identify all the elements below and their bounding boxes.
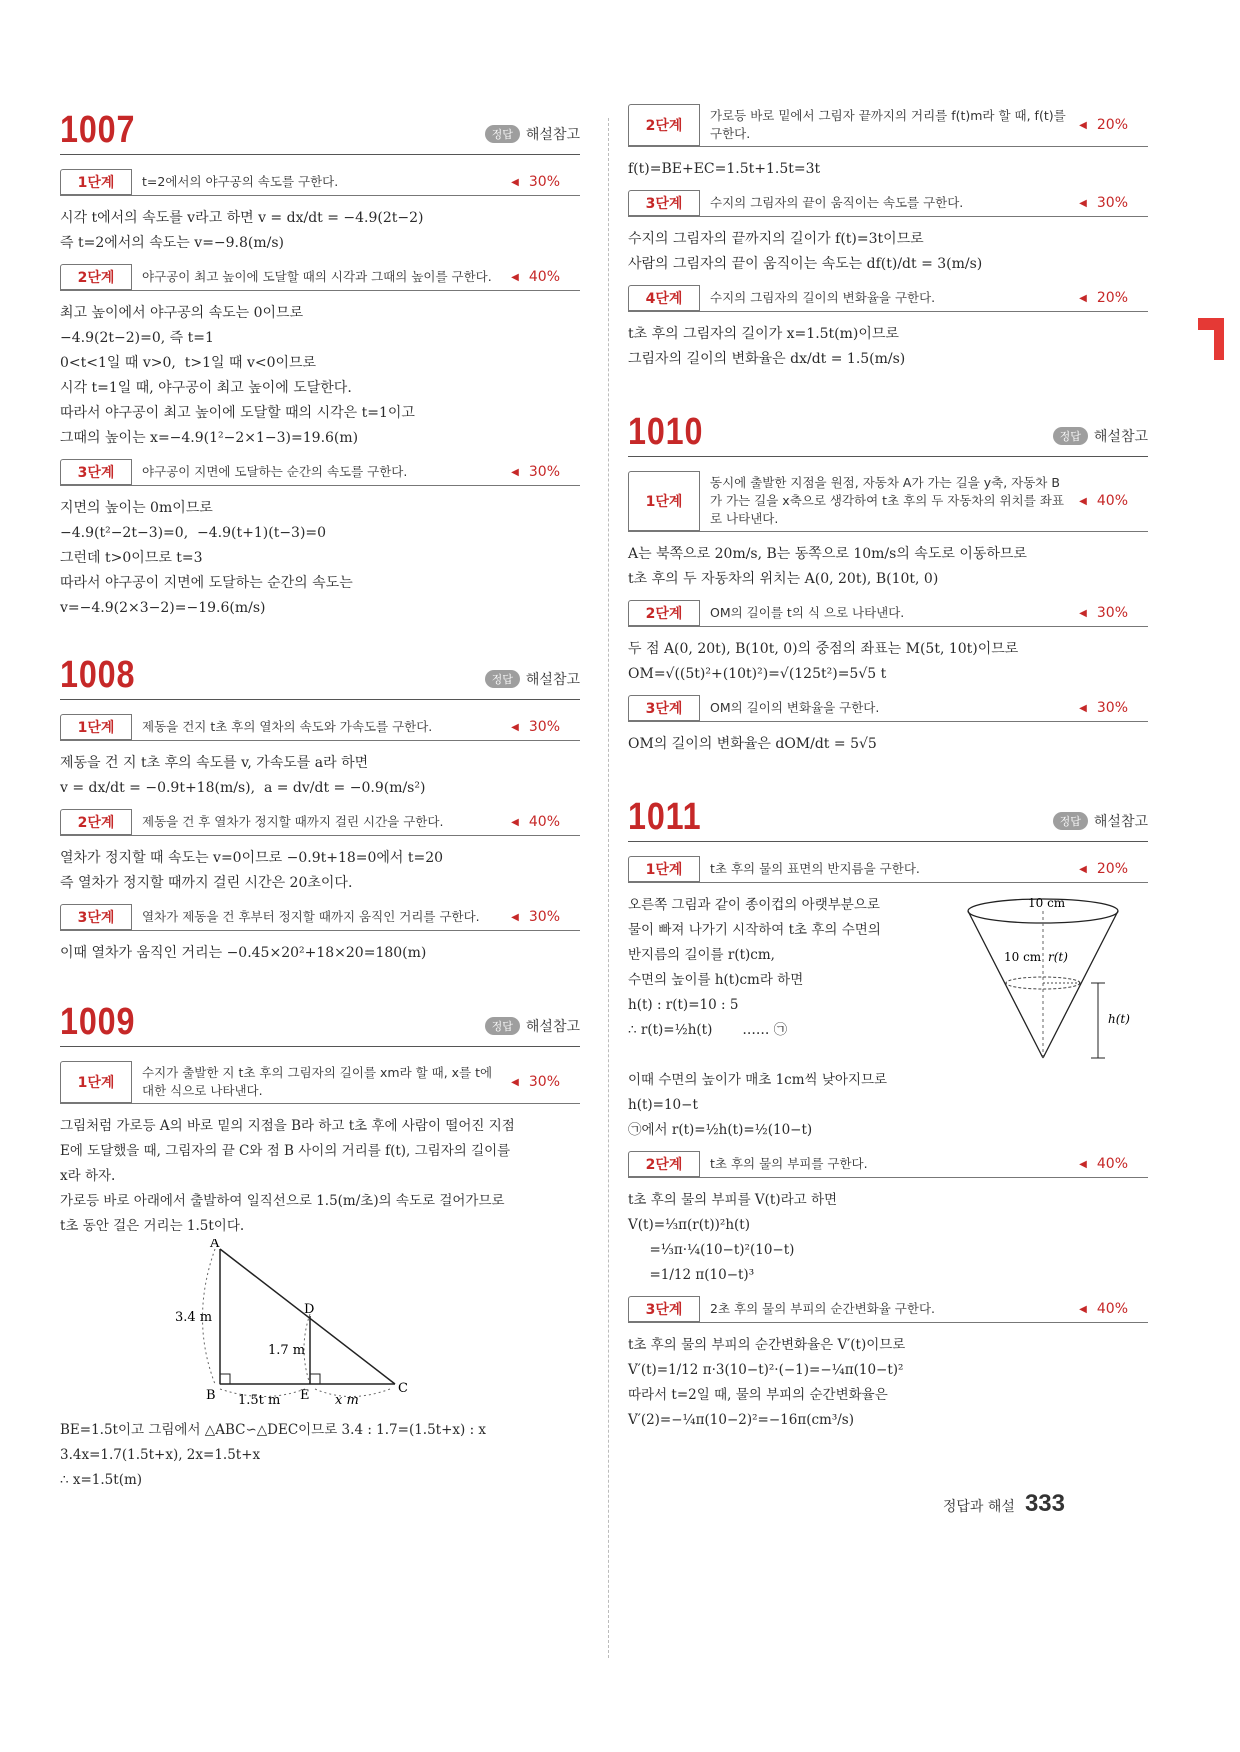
solution-line: 0<t<1일 때 v>0, t>1일 때 v<0이므로 <box>60 355 317 371</box>
solution-line: BE=1.5t이고 그림에서 △ABC∽△DEC이므로 3.4 : 1.7=(1.5t+x) : x <box>60 1422 487 1438</box>
step-percent: ◀ 20% <box>1079 104 1148 146</box>
solution-line: 따라서 야구공이 최고 높이에 도달할 때의 시각은 t=1이고 <box>60 405 415 421</box>
footer-label: 정답과 해설 <box>942 1499 1015 1515</box>
step-label: 2단계 <box>60 809 132 835</box>
answer-label <box>1053 811 1148 831</box>
step-1-body <box>628 893 1148 1068</box>
step-description: 수지의 그림자의 길이의 변화율을 구한다. <box>710 290 936 305</box>
step-2 <box>60 264 580 291</box>
step-label: 1단계 <box>628 471 700 531</box>
solution-line: ∴ r(t)=½h(t) …… ㉠ <box>628 1022 788 1038</box>
answer-text: 해설참고 <box>525 672 580 688</box>
solution-line: 수면의 높이를 h(t)cm라 하면 <box>628 972 804 988</box>
solution-line: 따라서 야구공이 지면에 도달하는 순간의 속도는 <box>60 575 353 591</box>
solution-line: −4.9(t²−2t−3)=0, −4.9(t+1)(t−3)=0 <box>60 525 327 541</box>
point-d-label: D <box>304 1302 315 1317</box>
step-description: OM의 길이를 t의 식 으로 나타낸다. <box>710 605 905 620</box>
problem-number: 1008 <box>60 654 136 696</box>
step-label: 4단계 <box>628 285 700 311</box>
solution-line: V′(t)=1/12 π·3(10−t)²·(−1)=−¼π(10−t)² <box>628 1362 904 1378</box>
solution-line: v=−4.9(2×3−2)=−19.6(m/s) <box>60 600 266 616</box>
problem-header <box>628 412 1148 457</box>
shadow-length-label: x m <box>335 1393 359 1408</box>
step-2 <box>628 600 1148 627</box>
step-description: 가로등 바로 밑에서 그림자 끝까지의 거리를 f(t)m라 할 때, f(t)를 구한다. <box>710 108 1066 141</box>
step-description: 동시에 출발한 지점을 원점, 자동차 A가 가는 길을 y축, 자동차 B가 가는 길을 x축으로 생각하여 t초 후의 두 자동차의 위치를 좌표로 나타낸다. <box>710 475 1064 526</box>
solution-line: 즉 열차가 정지할 때까지 걸린 시간은 20초이다. <box>60 875 353 891</box>
solution-line: 제동을 건 지 t초 후의 속도를 v, 가속도를 a라 하면 <box>60 755 369 771</box>
answer-label <box>485 1016 580 1036</box>
step-1 <box>628 471 1148 532</box>
water-height-label: h(t) <box>1108 1012 1130 1026</box>
solution-line: 그때의 높이는 x=−4.9(1²−2×1−3)=19.6(m) <box>60 430 359 446</box>
lamp-shadow-figure <box>60 1239 580 1414</box>
step-1 <box>60 714 580 741</box>
step-percent: ◀ 40% <box>1079 1296 1148 1322</box>
solution-line: 그런데 t>0이므로 t=3 <box>60 550 203 566</box>
answer-text: 해설참고 <box>1093 814 1148 830</box>
step-label: 2단계 <box>628 104 700 146</box>
step-label: 1단계 <box>60 169 132 195</box>
step-percent: ◀ 40% <box>511 809 580 835</box>
problem-1009-continued <box>628 104 1148 372</box>
problem-header <box>60 655 580 700</box>
left-column <box>60 110 580 1493</box>
step-percent: ◀ 20% <box>1079 285 1148 311</box>
solution-line: 3.4x=1.7(1.5t+x), 2x=1.5t+x <box>60 1447 261 1463</box>
column-divider <box>608 118 609 1658</box>
step-percent: ◀ 20% <box>1079 856 1148 882</box>
solution-line: v = dx/dt = −0.9t+18(m/s), a = dv/dt = −0.9(m/s²) <box>60 780 426 796</box>
point-c-label: C <box>398 1381 408 1396</box>
step-1 <box>628 856 1148 883</box>
step-2 <box>628 104 1148 147</box>
step-1 <box>60 1061 580 1104</box>
step-percent: ◀ 30% <box>511 169 580 195</box>
answer-text: 해설참고 <box>525 1019 580 1035</box>
answer-badge: 정답 <box>485 670 520 688</box>
solution-line: E에 도달했을 때, 그림자의 끝 C와 점 B 사이의 거리를 f(t), 그림자의 길이를 <box>60 1143 511 1159</box>
lamp-height-label: 3.4 m <box>175 1310 213 1325</box>
cone-cup-figure <box>948 893 1148 1068</box>
problem-number: 1009 <box>60 1001 136 1043</box>
step-description: OM의 길이의 변화율을 구한다. <box>710 700 880 715</box>
problem-number: 1007 <box>60 109 136 151</box>
chapter-tab-marker <box>1198 318 1224 360</box>
solution-line: −4.9(2t−2)=0, 즉 t=1 <box>60 330 214 346</box>
answer-text: 해설참고 <box>525 127 580 143</box>
solution-line: 오른쪽 그림과 같이 종이컵의 아랫부분으로 <box>628 897 880 913</box>
solution-line: 따라서 t=2일 때, 물의 부피의 순간변화율은 <box>628 1387 888 1403</box>
solution-line: OM의 길이의 변화율은 dOM/dt = 5√5 <box>628 736 877 752</box>
solution-line: h(t) : r(t)=10 : 5 <box>628 997 739 1013</box>
step-1 <box>60 169 580 196</box>
step-percent: ◀ 30% <box>1079 190 1148 216</box>
solution-line: x라 하자. <box>60 1168 116 1184</box>
answer-label <box>485 669 580 689</box>
problem-number: 1011 <box>628 796 702 838</box>
problem-header <box>60 1002 580 1047</box>
step-3 <box>628 190 1148 217</box>
solution-line: 즉 t=2에서의 속도는 v=−9.8(m/s) <box>60 235 285 251</box>
solution-line: t초 후의 두 자동차의 위치는 A(0, 20t), B(10t, 0) <box>628 571 939 587</box>
step-label: 2단계 <box>628 600 700 626</box>
step-description: 열차가 제동을 건 후부터 정지할 때까지 움직인 거리를 구한다. <box>142 909 480 924</box>
step-description: 야구공이 지면에 도달하는 순간의 속도를 구한다. <box>142 464 408 479</box>
step-percent: ◀ 40% <box>1079 471 1148 531</box>
problem-1011 <box>628 797 1148 1433</box>
step-1-text <box>628 893 948 1068</box>
solution-line: =1/12 π(10−t)³ <box>628 1267 755 1283</box>
step-4 <box>628 285 1148 312</box>
solution-line: t초 동안 걸은 거리는 1.5t이다. <box>60 1218 245 1234</box>
step-label: 1단계 <box>628 856 700 882</box>
solution-line: 시각 t=1일 때, 야구공이 최고 높이에 도달한다. <box>60 380 352 396</box>
answer-label <box>485 124 580 144</box>
answer-badge: 정답 <box>485 1017 520 1035</box>
step-description: 수지의 그림자의 끝이 움직이는 속도를 구한다. <box>710 195 964 210</box>
solution-line: 지면의 높이는 0m이므로 <box>60 500 213 516</box>
step-description: 2초 후의 물의 부피의 순간변화율 구한다. <box>710 1301 935 1316</box>
top-diameter-label: 10 cm <box>1028 896 1066 910</box>
solution-line: V(t)=⅓π(r(t))²h(t) <box>628 1217 750 1233</box>
radius-label: r(t) <box>1048 950 1068 964</box>
right-column <box>628 104 1148 1433</box>
step-label: 3단계 <box>628 190 700 216</box>
solution-line: 수지의 그림자의 끝까지의 길이가 f(t)=3t이므로 <box>628 231 924 247</box>
step-label: 1단계 <box>60 1061 132 1103</box>
step-2 <box>628 1151 1148 1178</box>
solution-line: 반지름의 길이를 r(t)cm, <box>628 947 775 963</box>
step-percent: ◀ 30% <box>511 1061 580 1103</box>
solution-line: 최고 높이에서 야구공의 속도는 0이므로 <box>60 305 304 321</box>
solution-line: t초 후의 물의 부피를 V(t)라고 하면 <box>628 1192 838 1208</box>
step-percent: ◀ 40% <box>1079 1151 1148 1177</box>
person-height-label: 1.7 m <box>268 1343 306 1358</box>
cone-height-label: 10 cm <box>1004 950 1042 964</box>
step-percent: ◀ 30% <box>511 459 580 485</box>
point-b-label: B <box>206 1388 216 1403</box>
solution-line: ㉠에서 r(t)=½h(t)=½(10−t) <box>628 1122 813 1138</box>
solution-line: A는 북쪽으로 20m/s, B는 동쪽으로 10m/s의 속도로 이동하므로 <box>628 546 1027 562</box>
solution-line: 그림자의 길이의 변화율은 dx/dt = 1.5(m/s) <box>628 351 906 367</box>
walk-distance-label: 1.5t m <box>238 1393 281 1408</box>
solution-line: 이때 수면의 높이가 매초 1cm씩 낮아지므로 <box>628 1072 888 1088</box>
step-percent: ◀ 40% <box>511 264 580 290</box>
solution-line: 이때 열차가 움직인 거리는 −0.45×20²+18×20=180(m) <box>60 945 427 961</box>
solution-line: OM=√((5t)²+(10t)²)=√(125t²)=5√5 t <box>628 666 887 682</box>
step-label: 3단계 <box>628 1296 700 1322</box>
point-a-label: A <box>210 1239 220 1251</box>
page-footer <box>943 1490 1065 1518</box>
solution-line: 시각 t에서의 속도를 v라고 하면 v = dx/dt = −4.9(2t−2) <box>60 210 424 226</box>
step-description: t=2에서의 야구공의 속도를 구한다. <box>142 174 339 189</box>
problem-1007 <box>60 110 580 621</box>
solution-line: t초 후의 그림자의 길이가 x=1.5t(m)이므로 <box>628 326 899 342</box>
step-3 <box>628 1296 1148 1323</box>
answer-label <box>1053 426 1148 446</box>
step-description: t초 후의 물의 부피를 구한다. <box>710 1156 868 1171</box>
answer-text: 해설참고 <box>1093 429 1148 445</box>
solution-line: 두 점 A(0, 20t), B(10t, 0)의 중점의 좌표는 M(5t, 10t)이므로 <box>628 641 1019 657</box>
step-label: 3단계 <box>628 695 700 721</box>
solution-line: ∴ x=1.5t(m) <box>60 1472 143 1488</box>
step-description: 수지가 출발한 지 t초 후의 그림자의 길이를 xm라 할 때, x를 t에 대한 식으로 나타낸다. <box>142 1065 493 1098</box>
solution-line: 사람의 그림자의 끝이 움직이는 속도는 df(t)/dt = 3(m/s) <box>628 256 983 272</box>
step-percent: ◀ 30% <box>511 714 580 740</box>
step-percent: ◀ 30% <box>1079 600 1148 626</box>
problem-header <box>60 110 580 155</box>
step-description: t초 후의 물의 표면의 반지름을 구한다. <box>710 861 920 876</box>
step-label: 1단계 <box>60 714 132 740</box>
step-3 <box>60 904 580 931</box>
answer-badge: 정답 <box>1053 812 1088 830</box>
problem-header <box>628 797 1148 842</box>
solution-line: 열차가 정지할 때 속도는 v=0이므로 −0.9t+18=0에서 t=20 <box>60 850 444 866</box>
step-percent: ◀ 30% <box>1079 695 1148 721</box>
step-label: 2단계 <box>628 1151 700 1177</box>
step-label: 2단계 <box>60 264 132 290</box>
step-percent: ◀ 30% <box>511 904 580 930</box>
answer-badge: 정답 <box>1053 427 1088 445</box>
step-label: 3단계 <box>60 459 132 485</box>
step-description: 야구공이 최고 높이에 도달할 때의 시각과 그때의 높이를 구한다. <box>142 269 492 284</box>
solution-line: =⅓π·¼(10−t)²(10−t) <box>628 1242 795 1258</box>
step-3 <box>628 695 1148 722</box>
problem-1008 <box>60 655 580 966</box>
step-2 <box>60 809 580 836</box>
problem-1010 <box>628 412 1148 757</box>
point-e-label: E <box>300 1388 310 1403</box>
problem-number: 1010 <box>628 411 704 453</box>
step-description: 제동을 건지 t초 후의 열차의 속도와 가속도를 구한다. <box>142 719 433 734</box>
problem-1009 <box>60 1002 580 1493</box>
solution-line: t초 후의 물의 부피의 순간변화율은 V′(t)이므로 <box>628 1337 906 1353</box>
solution-line: V′(2)=−¼π(10−2)²=−16π(cm³/s) <box>628 1412 854 1428</box>
solution-line: f(t)=BE+EC=1.5t+1.5t=3t <box>628 161 821 177</box>
step-3 <box>60 459 580 486</box>
page-number: 333 <box>1024 1490 1065 1517</box>
solution-line: 물이 빠져 나가기 시작하여 t초 후의 수면의 <box>628 922 881 938</box>
solution-line: 그림처럼 가로등 A의 바로 밑의 지점을 B라 하고 t초 후에 사람이 떨어진 지점 <box>60 1118 515 1134</box>
answer-badge: 정답 <box>485 125 520 143</box>
step-label: 3단계 <box>60 904 132 930</box>
solution-line: 가로등 바로 아래에서 출발하여 일직선으로 1.5(m/초)의 속도로 걸어가므로 <box>60 1193 505 1209</box>
solution-line: h(t)=10−t <box>628 1097 698 1113</box>
step-description: 제동을 건 후 열차가 정지할 때까지 걸린 시간을 구한다. <box>142 814 444 829</box>
